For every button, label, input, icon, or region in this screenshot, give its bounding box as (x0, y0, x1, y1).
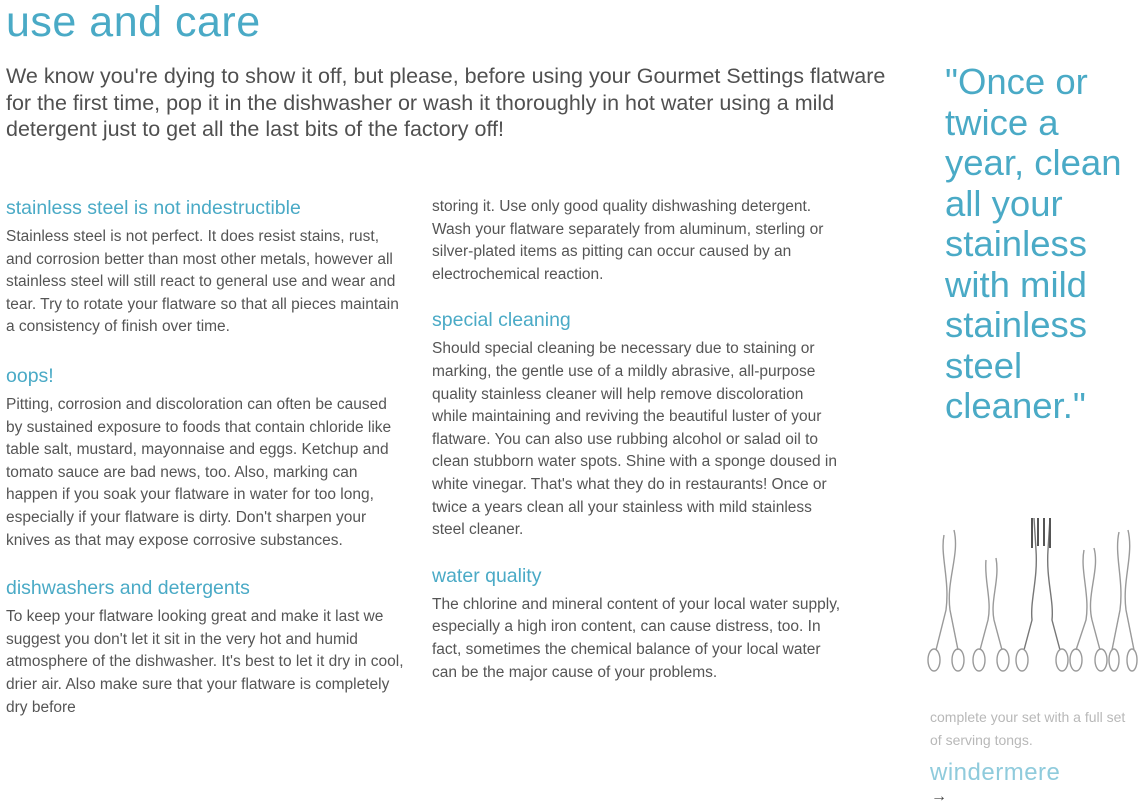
section-body: Pitting, corrosion and discoloration can often be caused by sustained exposure to foods that contain chloride like table salt, mustard, mayonnaise and eggs. Ketchup and tomato sauce are bad news, too. Also, marking can happen if you soak your flatware in water for too long, especially if your flatware is dirty. Don't sharpen your knives as that may expose corrosive substances. (6, 395, 392, 549)
section-heading: stainless steel is not indestructible (6, 197, 301, 219)
section-heading: dishwashers and detergents (6, 577, 250, 600)
middle-column (432, 196, 842, 684)
serving-tongs-icon (924, 510, 1138, 680)
pull-quote: "Once or twice a year, clean all your stainless with mild stainless steel cleaner." (945, 61, 1122, 426)
section-dishwashers (6, 576, 406, 719)
left-column (6, 196, 406, 719)
section-water-quality (432, 564, 842, 684)
section-special-cleaning (432, 308, 842, 541)
section-heading: water quality (432, 564, 542, 587)
section-heading: special cleaning (432, 309, 571, 332)
section-body: Stainless steel is not perfect. It does resist stains, rust, and corrosion better than most other metals, however all stainless steel will still react to general use and wear and tear. Try to rotate your flatware so that all pieces maintain a consistency of finish over time. (6, 228, 399, 336)
tongs-caption: complete your set with a full set of serving tongs. (930, 709, 1126, 748)
section-body: The chlorine and mineral content of your local water supply, especially a high iron content, can cause distress, too. In fact, sometimes the chemical balance of your local water can be the major cause of your problems. (432, 595, 841, 681)
section-body: Should special cleaning be necessary due to staining or marking, the gentle use of a mildly abrasive, all-purpose quality stainless cleaner will help remove discoloration while maintaining and reviving the beautiful luster of your flatware. You can also use rubbing alcohol or salad oil to clean stubborn water spots. Shine with a sponge doused in white vinegar. That's what they do in restaurants! Once or twice a years clean all your stainless with mild stainless steel cleaner. (432, 340, 837, 539)
arrow-right-icon[interactable]: → (931, 788, 947, 805)
intro-paragraph: We know you're dying to show it off, but please, before using your Gourmet Settings flatware for the first time, pop it in the dishwasher or wash it thoroughly in hot water using a mild detergent just to get all the last bits of the factory off! (6, 64, 886, 141)
page-title: use and care (6, 0, 261, 46)
brand-link[interactable]: windermere (930, 759, 1061, 786)
section-body-continued: storing it. Use only good quality dishwashing detergent. Wash your flatware separately from aluminum, sterling or silver-plated items as pitting can occur caused by an electrochemical reaction. (432, 198, 824, 283)
section-body: To keep your flatware looking great and make it last we suggest you don't let it sit in the very hot and humid atmosphere of the dishwasher. It's best to let it dry in cool, drier air. Also make sure that your flatware is completely dry before (6, 608, 404, 716)
section-heading: oops! (6, 364, 54, 387)
section-oops (6, 364, 406, 552)
section-stainless (6, 196, 406, 339)
